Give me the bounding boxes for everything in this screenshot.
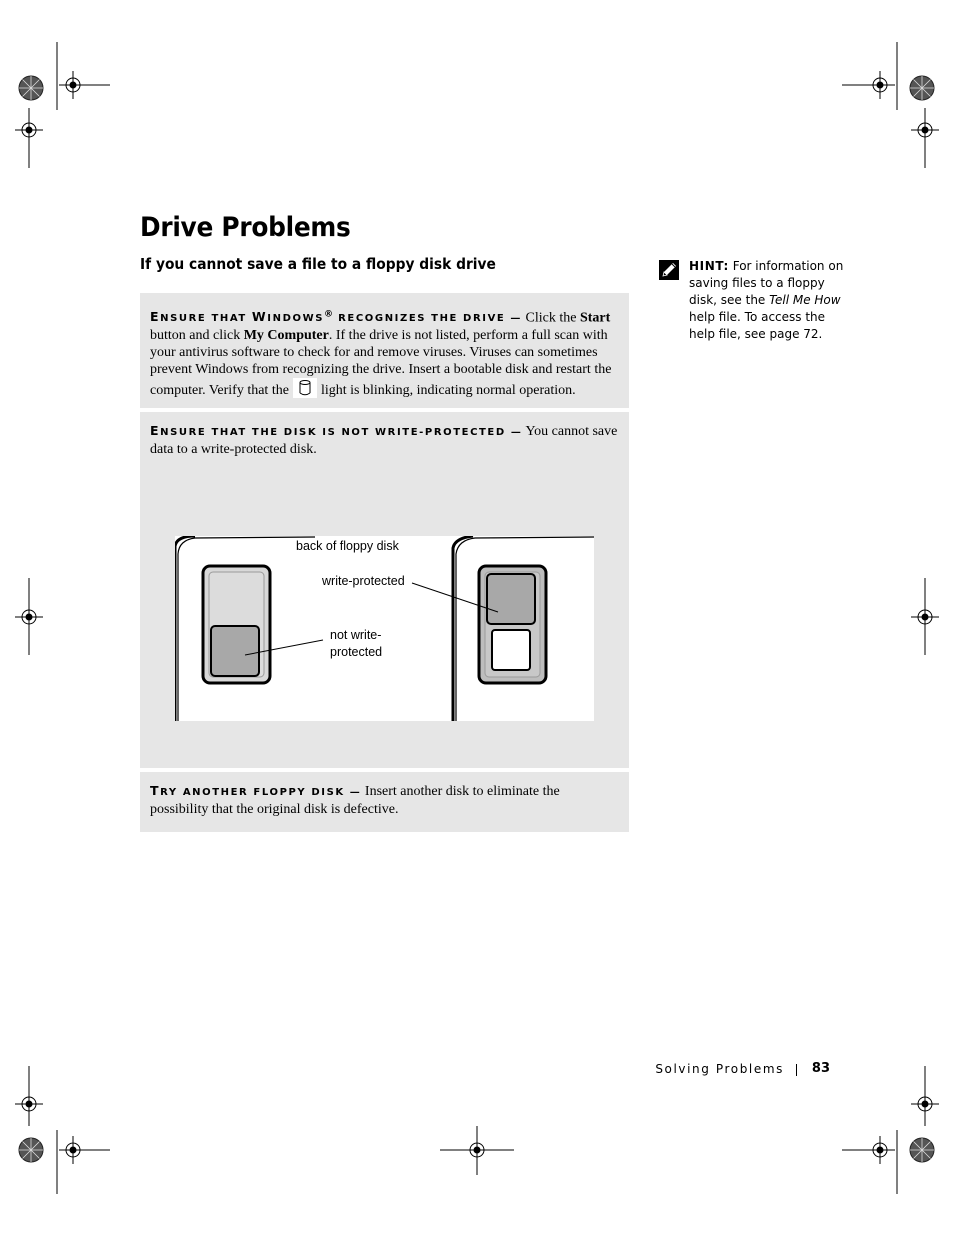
figure-label-not-write-protected: not write- protected (330, 628, 383, 659)
step-heading: ENSURE THAT WINDOWS® RECOGNIZES THE DRIVE — (150, 309, 523, 325)
figure-label-write-protected: write-protected (322, 574, 405, 588)
floppy-disk-illustration (175, 536, 594, 721)
page-title: Drive Problems (140, 212, 351, 243)
step-text: TRY ANOTHER FLOPPY DISK — Insert another disk to eliminate the possibility that the original disk is defective. (150, 783, 560, 817)
drive-activity-light-icon (293, 378, 317, 398)
footer-separator (796, 1064, 797, 1076)
troubleshoot-step-not-write-protected (140, 412, 629, 768)
page-footer (640, 1061, 830, 1081)
figure-label-back: back of floppy disk (296, 539, 399, 553)
pencil-note-icon (659, 260, 681, 280)
step-text: ENSURE THAT THE DISK IS NOT WRITE-PROTECTED — You cannot save data to a write-protected disk. (150, 423, 618, 457)
step-heading: TRY ANOTHER FLOPPY DISK — (150, 783, 362, 798)
troubleshoot-step-another-floppy (140, 772, 629, 832)
troubleshoot-step-windows-recognizes-drive (140, 293, 629, 408)
hint-note: HINT: For information on saving files to a floppy disk, see the Tell Me How help file. To access the help file, see page 72. (689, 259, 844, 341)
footer-section-title: Solving Problems (655, 1062, 784, 1076)
section-subtitle: If you cannot save a file to a floppy disk drive (140, 255, 496, 273)
page-number: 83 (811, 1061, 830, 1076)
floppy-write-protect-figure (175, 536, 594, 721)
step-text: ENSURE THAT WINDOWS® RECOGNIZES THE DRIVE — Click the Start button and click My Computer. If the drive is not listed, perform a full scan with your antivirus software to check for and remove viruses. Viruses can sometimes prevent Windows from recognizing the drive. Insert a bootable disk and restart the computer. Verify that the light is blinking, indicating normal operation. (150, 309, 612, 399)
step-heading: ENSURE THAT THE DISK IS NOT WRITE-PROTECTED — (150, 423, 523, 438)
